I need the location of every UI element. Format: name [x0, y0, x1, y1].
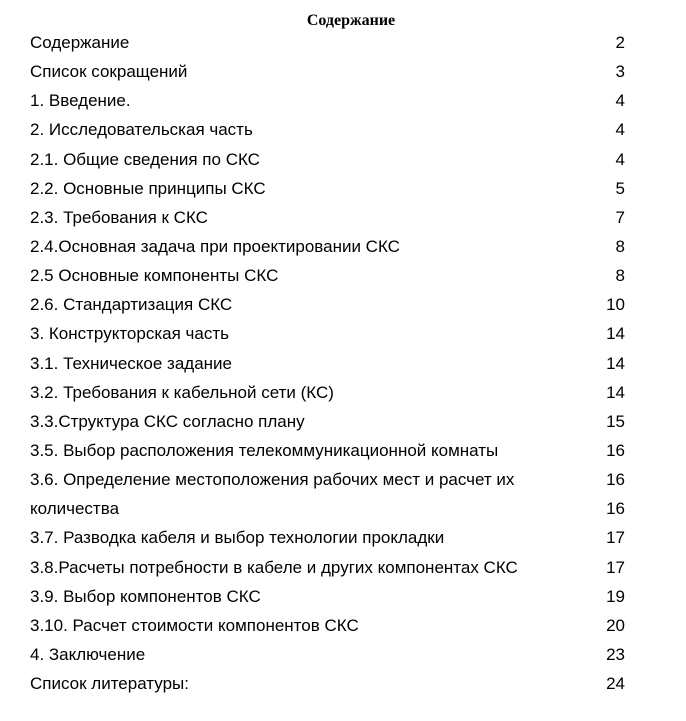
toc-entry-page: 14 [606, 382, 625, 402]
toc-entry [0, 28, 686, 57]
toc-entry-label: Содержание [30, 33, 130, 52]
toc-entry-label: 2.4.Основная задача при проектировании СКС [30, 236, 400, 256]
toc-entry-label: 3.7. Разводка кабеля и выбор технологии прокладки [30, 528, 445, 548]
toc-entry-label: 2.5 Основные компоненты СКС [30, 266, 279, 286]
toc-entry [0, 640, 686, 669]
toc-entry-page: 20 [606, 615, 625, 635]
toc-entry-page: 16 [606, 499, 625, 519]
toc-entry-label: 2.1. Общие сведения по СКС [30, 149, 260, 169]
toc-entry-page: 5 [615, 178, 625, 198]
toc-entry-page: 4 [615, 149, 625, 169]
toc-entry-page: 17 [606, 557, 625, 577]
toc-entry [0, 57, 686, 86]
toc-entry-page: 23 [606, 644, 625, 664]
table-of-contents [0, 28, 686, 698]
toc-entry-label: 2.2. Основные принципы СКС [30, 178, 266, 198]
toc-entry [0, 378, 686, 407]
toc-entry-page: 7 [615, 207, 625, 227]
toc-entry [0, 611, 686, 640]
toc-entry-page: 17 [606, 528, 625, 548]
toc-entry-page: 14 [606, 324, 625, 344]
toc-entry [0, 319, 686, 348]
toc-entry-label: Список сокращений [30, 62, 188, 82]
toc-entry [0, 436, 686, 465]
toc-entry [0, 203, 686, 232]
toc-entry-page: 4 [615, 120, 625, 140]
toc-entry-page: 24 [606, 674, 625, 694]
toc-entry-page: 8 [615, 236, 625, 256]
toc-entry [0, 465, 686, 494]
toc-entry-page: 15 [606, 411, 625, 431]
toc-entry [0, 582, 686, 611]
toc-entry-label: 3.8.Расчеты потребности в кабеле и других компонентах СКС [30, 557, 518, 577]
toc-entry [0, 349, 686, 378]
toc-entry-label: 3.3.Структура СКС согласно плану [30, 411, 305, 431]
toc-entry-label: 2.3. Требования к СКС [30, 207, 208, 227]
toc-entry-label: 3. Конструкторская часть [30, 324, 229, 344]
toc-entry-page: 2 [615, 33, 625, 52]
toc-entry [0, 145, 686, 174]
toc-entry-label: 1. Введение. [30, 91, 131, 111]
toc-entry [0, 232, 686, 261]
toc-entry-label: 3.9. Выбор компонентов СКС [30, 586, 261, 606]
toc-entry-label: 4. Заключение [30, 644, 146, 664]
toc-entry-page: 10 [606, 295, 625, 315]
toc-entry-page: 3 [615, 62, 625, 82]
toc-entry-page: 14 [606, 353, 625, 373]
toc-entry-label: 3.10. Расчет стоимости компонентов СКС [30, 615, 359, 635]
toc-entry-label: 3.1. Техническое задание [30, 353, 233, 373]
toc-entry-page: 8 [615, 266, 625, 286]
toc-entry-label: 2.6. Стандартизация СКС [30, 295, 233, 315]
toc-entry-label: количества [30, 499, 120, 519]
toc-entry-label: Список литературы: [30, 674, 189, 694]
toc-entry [0, 553, 686, 582]
toc-entry-label: 2. Исследовательская часть [30, 120, 253, 140]
toc-entry-page: 4 [615, 91, 625, 111]
toc-entry-page: 16 [606, 470, 625, 490]
toc-title: Содержание [306, 12, 396, 29]
toc-entry-label: 3.6. Определение местоположения рабочих мест и расчет их [30, 470, 515, 490]
toc-entry [0, 523, 686, 552]
toc-entry [0, 494, 686, 523]
toc-entry [0, 407, 686, 436]
toc-entry [0, 669, 686, 698]
toc-entry-label: 3.5. Выбор расположения телекоммуникационной комнаты [30, 440, 499, 460]
toc-entry [0, 290, 686, 319]
toc-entry-page: 16 [606, 440, 625, 460]
toc-entry [0, 86, 686, 115]
toc-entry-label: 3.2. Требования к кабельной сети (КС) [30, 382, 334, 402]
toc-entry [0, 261, 686, 290]
toc-entry [0, 174, 686, 203]
toc-entry-page: 19 [606, 586, 625, 606]
toc-entry [0, 115, 686, 144]
